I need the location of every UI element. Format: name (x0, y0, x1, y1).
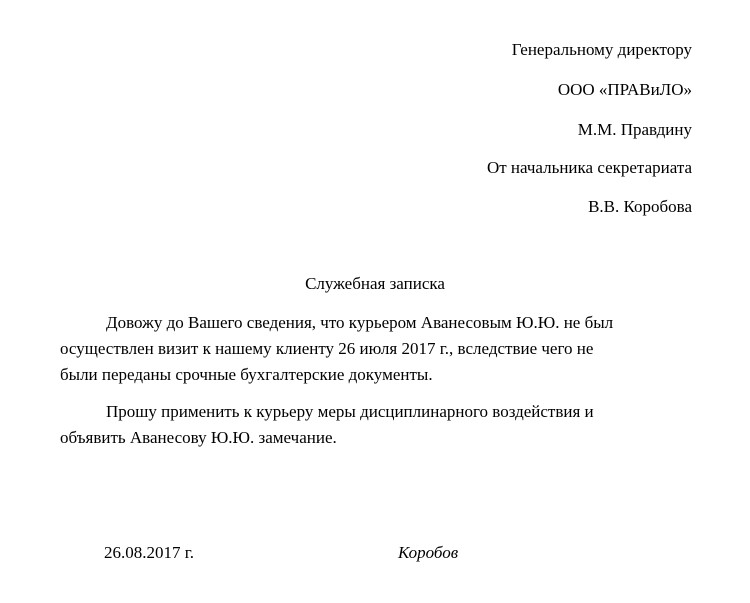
sender-name: В.В. Коробова (588, 197, 692, 216)
addressee-company: ООО «ПРАВиЛО» (557, 80, 692, 99)
addressee-name: М.М. Правдину (577, 120, 692, 139)
paragraph-1-line: были переданы срочные бухгалтерские документы. (60, 365, 433, 384)
paragraph-1-line: осуществлен визит к нашему клиенту 26 июля 2017 г., вследствие чего не (60, 339, 594, 358)
memo-title: Служебная записка (305, 274, 445, 293)
paragraph-1-line: Довожу до Вашего сведения, что курьером Аванесовым Ю.Ю. не был (106, 313, 614, 332)
paragraph-2-line: объявить Аванесову Ю.Ю. замечание. (60, 428, 337, 447)
memo-paragraph-2 (60, 399, 692, 451)
paragraph-2-line: Прошу применить к курьеру меры дисциплинарного воздействия и (106, 402, 594, 421)
sender-position: От начальника секретариата (486, 158, 692, 177)
memo-date: 26.08.2017 г. (104, 543, 195, 562)
addressee-position: Генеральному директору (511, 40, 692, 59)
memo-paragraph-1 (60, 310, 692, 388)
signature: Коробов (398, 543, 459, 562)
